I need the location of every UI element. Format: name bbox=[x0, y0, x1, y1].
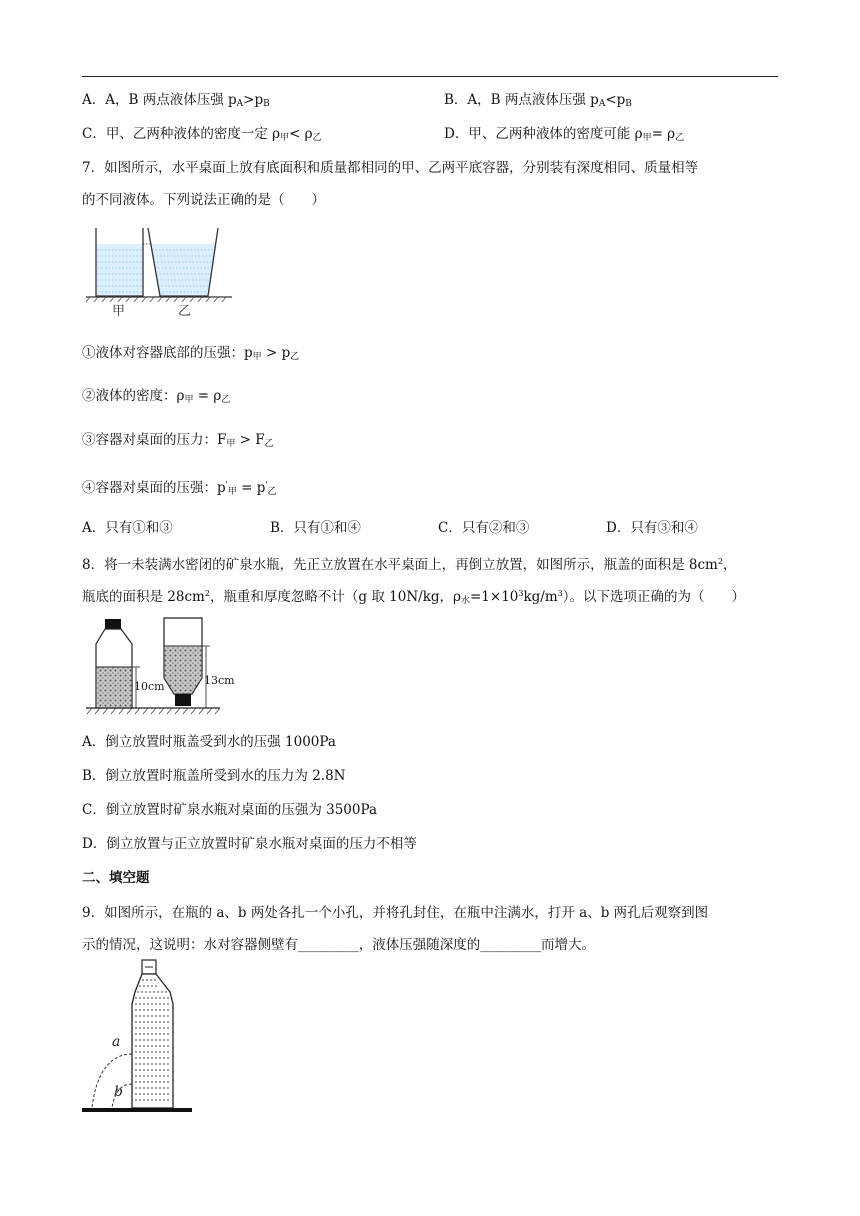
q7-option-d[interactable]: D．只有③和④ bbox=[606, 520, 698, 536]
container-yi-liquid bbox=[150, 244, 216, 296]
q8-stem-line1: 8．将一未装满水密闭的矿泉水瓶，先正立放置在水平桌面上，再倒立放置，如图所示，瓶盖的面积是 $8cm^2$， bbox=[82, 557, 737, 573]
inverted-height-label: 13cm bbox=[204, 674, 235, 687]
hole-b-label: b bbox=[114, 1084, 123, 1100]
q7-statement-3: ③容器对桌面的压力：$F_甲 > F_乙$ bbox=[82, 432, 274, 449]
inverted-cap bbox=[175, 694, 191, 706]
q8-bottles-figure bbox=[84, 614, 235, 718]
q7-statement-4: ④容器对桌面的压强：$p'_甲 = p'_乙$ bbox=[82, 480, 277, 497]
q8-option-a[interactable]: A．倒立放置时瓶盖受到水的压强 1000Pa bbox=[82, 734, 336, 750]
q6-option-b[interactable]: B．A，B 两点液体压强 $p_A<p_B$ bbox=[444, 92, 632, 109]
label-yi: 乙 bbox=[178, 304, 192, 319]
q6-option-d[interactable]: D．甲、乙两种液体的密度可能 $\rho_甲= \rho_乙$ bbox=[444, 126, 685, 143]
q8-option-b[interactable]: B．倒立放置时瓶盖所受到水的压力为 2.8N bbox=[82, 768, 346, 784]
q9-bottle-figure bbox=[80, 958, 196, 1116]
q6-option-c[interactable]: C．甲、乙两种液体的密度一定 $\rho_甲< \rho_乙$ bbox=[82, 126, 322, 143]
upright-cap bbox=[105, 619, 121, 629]
q7-statement-2: ②液体的密度：$\rho_甲 = \rho_乙$ bbox=[82, 388, 231, 405]
table-surface bbox=[82, 1108, 192, 1112]
section-title-fill-in: 二、填空题 bbox=[82, 870, 150, 886]
label-jia: 甲 bbox=[112, 304, 126, 319]
q6-option-a[interactable]: A．A，B 两点液体压强 $p_A>p_B$ bbox=[82, 92, 270, 109]
q7-containers-figure bbox=[84, 224, 234, 320]
q7-option-c[interactable]: C．只有②和③ bbox=[438, 520, 530, 536]
jet-a bbox=[92, 1054, 132, 1108]
q8-stem-line2: 瓶底的面积是 $28cm^2$，瓶重和厚度忽略不计（g 取 10N/kg，$\rho_水=1\times 10^3kg/m^3$）。以下选项正确的为（ ） bbox=[82, 589, 745, 606]
container-jia-liquid bbox=[96, 244, 143, 296]
q7-option-b[interactable]: B．只有①和④ bbox=[270, 520, 361, 536]
q8-option-d[interactable]: D．倒立放置与正立放置时矿泉水瓶对桌面的压力不相等 bbox=[82, 836, 417, 852]
q7-statement-1: ①液体对容器底部的压强：$p_甲 > p_乙$ bbox=[82, 345, 300, 362]
header-rule bbox=[82, 76, 778, 77]
q9-stem-line1: 9．如图所示，在瓶的 a、b 两处各扎一个小孔，并将孔封住，在瓶中注满水，打开 a、b 两孔后观察到图 bbox=[82, 905, 709, 921]
q7-stem-line1: 7．如图所示，水平桌面上放有底面积和质量都相同的甲、乙两平底容器，分别装有深度相同、质量相等 bbox=[82, 160, 699, 176]
hole-a-label: a bbox=[112, 1034, 121, 1050]
upright-height-label: 10cm bbox=[134, 680, 165, 693]
upright-water bbox=[97, 667, 132, 707]
q7-stem-line2: 的不同液体。下列说法正确的是（ ） bbox=[82, 192, 325, 208]
inverted-water bbox=[165, 646, 202, 693]
q8-option-c[interactable]: C．倒立放置时矿泉水瓶对桌面的压强为 3500Pa bbox=[82, 802, 378, 818]
q9-stem-line2: 示的情况，这说明：水对容器侧壁有_________，液体压强随深度的_________而增大。 bbox=[82, 937, 595, 953]
q7-option-a[interactable]: A．只有①和③ bbox=[82, 520, 173, 536]
